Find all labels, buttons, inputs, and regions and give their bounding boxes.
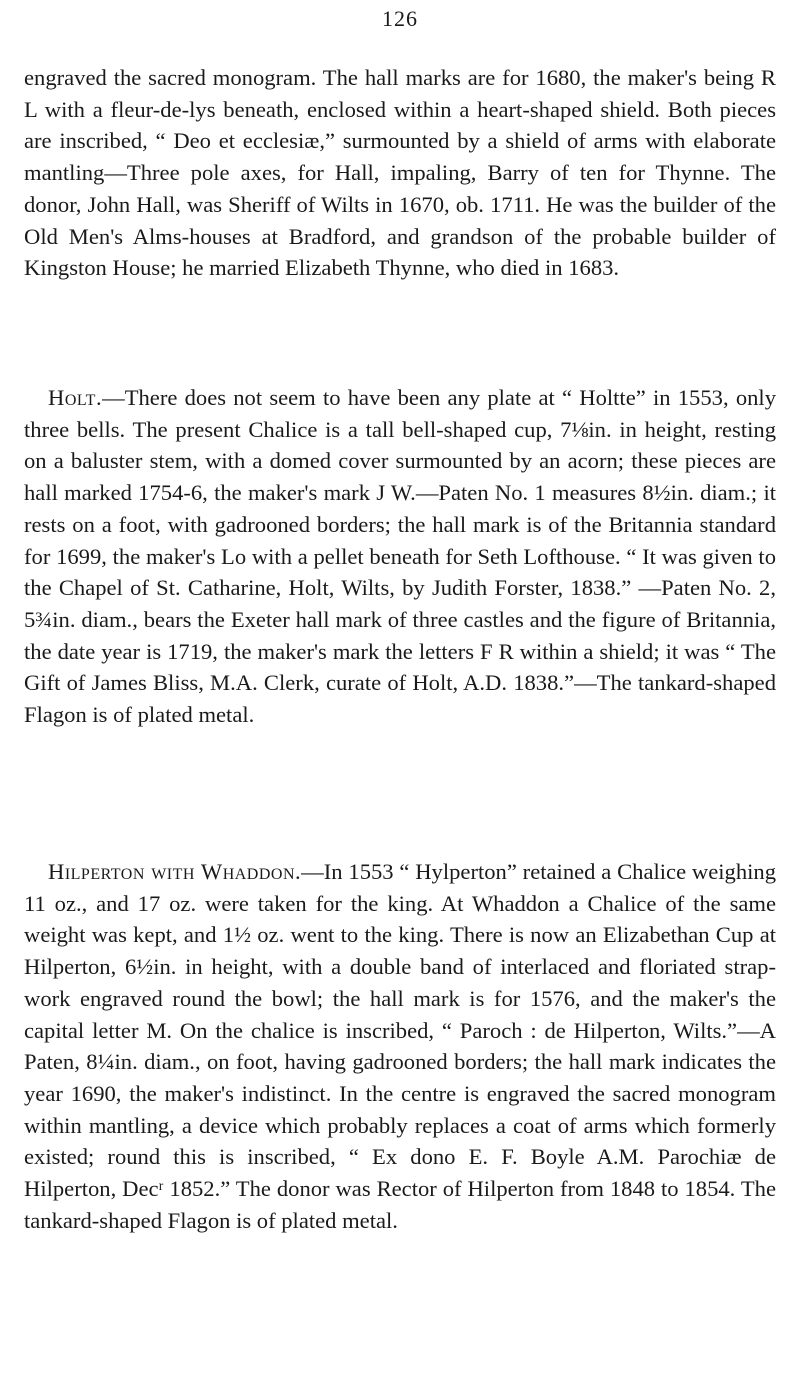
paragraph-text: —There does not seem to have been any plate at “ Holtte” in 1553, only three bells. The present Chalice is a tall bell-shaped cup, 7⅛in. in height, resting on a baluster stem, with a domed cover surmounted by an acorn; these pieces are hall marked 1754-6, the maker's mark J W.—Paten No. 1 measures 8½in. diam.; it rests on a foot, with gadrooned borders; the hall mark is of the Britannia standard for 1699, the maker's Lo with a pellet beneath for Seth Lofthouse. “ It was given to the Chapel of St. Catharine, Holt, Wilts, by Judith Forster, 1838.” —Paten No. 2, 5¾in. diam., bears the Exeter hall mark of three castles and the figure of Britannia, the date year is 1719, the maker's mark the letters F R within a shield; it was “ The Gift of James Bliss, M.A. Clerk, curate of Holt, A.D. 1838.”—The tankard-shaped Flagon is of plated metal. (24, 385, 776, 728)
paragraph-hall (24, 62, 776, 284)
paragraph-holt (24, 382, 776, 731)
section-heading-hilperton: Hilperton with Whaddon. (48, 859, 302, 884)
page-number: 126 (382, 6, 418, 31)
paragraph-hilperton (24, 856, 776, 1236)
paragraph-text: —In 1553 “ Hylperton” retained a Chalice weighing 11 oz., and 17 oz. were taken for the king. At Whaddon a Chalice of the same weight was kept, and 1½ oz. went to the king. There is now an Elizabethan Cup at Hilperton, 6½in. in height, with a double band of interlaced and floriated strap-work engraved round the bowl; the hall mark is for 1576, and the maker's the capital letter M. On the chalice is inscribed, “ Paroch : de Hilperton, Wilts.”—A Paten, 8¼in. diam., on foot, having gadrooned borders; the hall mark indicates the year 1690, the maker's indistinct. In the centre is engraved the sacred monogram within mantling, a device which probably replaces a coat of arms which formerly existed; round this is inscribed, “ Ex dono E. F. Boyle A.M. Parochiæ de Hilperton, Decʳ 1852.” The donor was Rector of Hilperton from 1848 to 1854. The tankard-shaped Flagon is of plated metal. (24, 859, 776, 1233)
paragraph-text: engraved the sacred monogram. The hall marks are for 1680, the maker's being R L with a fleur-de-lys beneath, enclosed within a heart-shaped shield. Both pieces are inscribed, “ Deo et ecclesiæ,” surmounted by a shield of arms with elaborate mantling—Three pole axes, for Hall, impaling, Barry of ten for Thynne. The donor, John Hall, was Sheriff of Wilts in 1670, ob. 1711. He was the builder of the Old Men's Alms-houses at Bradford, and grandson of the probable builder of Kingston House; he married Elizabeth Thynne, who died in 1683. (24, 65, 776, 281)
section-heading-holt: Holt. (48, 385, 103, 410)
